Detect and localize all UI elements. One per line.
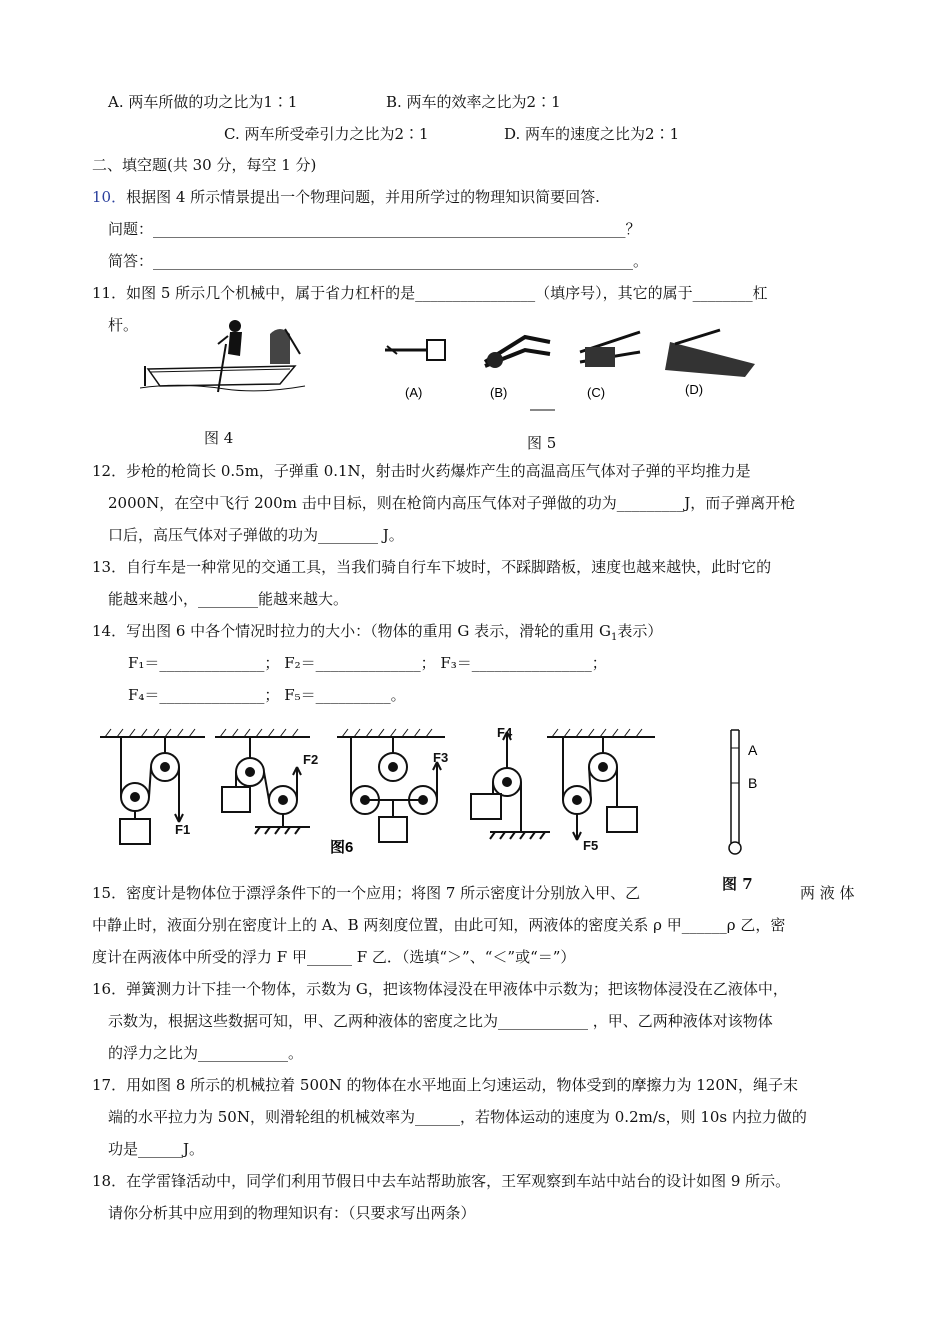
- figure-4-caption: 图 4: [204, 429, 234, 447]
- f4-label: F4: [497, 725, 513, 740]
- q14-subscript: 1: [610, 632, 618, 643]
- q16-line1: 16．弹簧测力计下挂一个物体，示数为 G，把该物体浸没在甲液体中示数为；把该物体浸没在乙液体中，: [92, 980, 788, 998]
- figure-7-caption: 图 7: [722, 875, 753, 893]
- figure-6-caption: 图6: [330, 839, 354, 856]
- f3-label: F3: [433, 750, 449, 765]
- q14-row2[interactable]: F₄＝______________； F₅＝__________。: [128, 686, 406, 704]
- q18-line1: 18．在学雷锋活动中，同学们利用节假日中去车站帮助旅客，王军观察到车站中站台的设计如图 9 所示。: [92, 1172, 791, 1190]
- q10-question-label: 问题：: [108, 220, 154, 238]
- q14-line: [92, 620, 662, 649]
- f2-label: F2: [303, 752, 319, 767]
- f5-label: F5: [583, 838, 599, 853]
- q16-line3: 的浮力之比为____________。: [108, 1044, 304, 1062]
- q18-line2: 请你分析其中应用到的物理知识有：（只要求写出两条）: [108, 1204, 476, 1222]
- q10-answer-row: [108, 250, 648, 272]
- q10-answer-blank[interactable]: ________________________________________________________________。: [153, 252, 649, 270]
- q14-text: 14．写出图 6 中各个情况时拉力的大小：（物体的重用 G 表示，滑轮的重用 G: [92, 622, 611, 640]
- q10-answer-label: 简答：: [108, 252, 154, 270]
- q15-line1-end: 两 液 体: [800, 884, 855, 902]
- q17-line2: 端的水平拉力为 50N，则滑轮组的机械效率为______，若物体运动的速度为 0.2m/s，则 10s 内拉力做的: [108, 1108, 807, 1126]
- fig5-label-d: (D): [685, 382, 704, 397]
- q15-line1-start: 15．密度计是物体位于漂浮条件下的一个应用；将图 7 所示密度计分别放入甲、乙: [92, 884, 641, 902]
- fig7-label-b: B: [748, 775, 758, 791]
- q15-line2: 中静止时，液面分别在密度计上的 A、B 两刻度位置，由此可知，两液体的密度关系 ρ 甲______ρ 乙，密: [92, 916, 786, 934]
- q10-number: 10．: [92, 188, 127, 206]
- fig5-label-b: (B): [490, 385, 508, 400]
- q17-line1: 17．用如图 8 所示的机械拉着 500N 的物体在水平地面上匀速运动，物体受到的摩擦力为 120N，绳子末: [92, 1076, 798, 1094]
- q16-line2: 示数为，根据这些数据可知，甲、乙两种液体的密度之比为____________ ，甲、乙两种液体对该物体: [108, 1012, 773, 1030]
- section-title: 二、填空题(共 30 分，每空 1 分): [92, 156, 317, 174]
- q12-line1: 12．步枪的枪筒长 0.5m，子弹重 0.1N，射击时火药爆炸产生的高温高压气体对子弹的平均推力是: [92, 462, 751, 480]
- q12-line2: 2000N，在空中飞行 200m 击中目标，则在枪筒内高压气体对子弹做的功为_________J，而子弹离开枪: [108, 494, 796, 512]
- q9-option-b: B. 两车的效率之比为2∶1: [386, 93, 561, 111]
- figure-4-boat: [140, 314, 310, 394]
- q14-text-end: 表示）: [617, 622, 663, 640]
- q15-line3: 度计在两液体中所受的浮力 F 甲______ F 乙．（选填“＞”、“＜”或“＝”）: [92, 948, 576, 966]
- q9-option-c: C. 两车所受牵引力之比为2∶1: [224, 125, 429, 143]
- figure-7-hydrometer: [715, 728, 775, 868]
- q10-line: [92, 186, 600, 208]
- q11-line1: 11．如图 5 所示几个机械中，属于省力杠杆的是________________（填序号），其它的属于________杠: [92, 284, 768, 302]
- q14-row1[interactable]: F₁＝______________； F₂＝______________； F₃＝________________；: [128, 654, 607, 672]
- q10-text: 根据图 4 所示情景提出一个物理问题，并用所学过的物理知识简要回答.: [126, 188, 600, 206]
- q9-option-a: A. 两车所做的功之比为1∶1: [108, 93, 298, 111]
- figure-6-pulleys: [95, 722, 665, 862]
- q11-line2: 杆。: [108, 316, 139, 334]
- figure-5-caption: 图 5: [527, 434, 557, 452]
- q9-option-d: D. 两车的速度之比为2∶1: [504, 125, 680, 143]
- q10-question-row: [108, 218, 641, 240]
- q12-line3: 口后，高压气体对子弹做的功为________ J。: [108, 526, 404, 544]
- fig5-label-a: (A): [405, 385, 423, 400]
- figure-5-levers: [375, 322, 765, 414]
- f1-label: F1: [175, 822, 191, 837]
- fig5-label-c: (C): [587, 385, 606, 400]
- q10-question-blank[interactable]: _______________________________________________________________？: [153, 220, 641, 238]
- q13-line2: 能越来越小，________能越来越大。: [108, 590, 349, 608]
- q13-line1: 13．自行车是一种常见的交通工具，当我们骑自行车下坡时，不踩脚踏板，速度也越来越快，此时它的: [92, 558, 772, 576]
- q17-line3: 功是______J。: [108, 1140, 205, 1158]
- fig7-label-a: A: [748, 742, 758, 758]
